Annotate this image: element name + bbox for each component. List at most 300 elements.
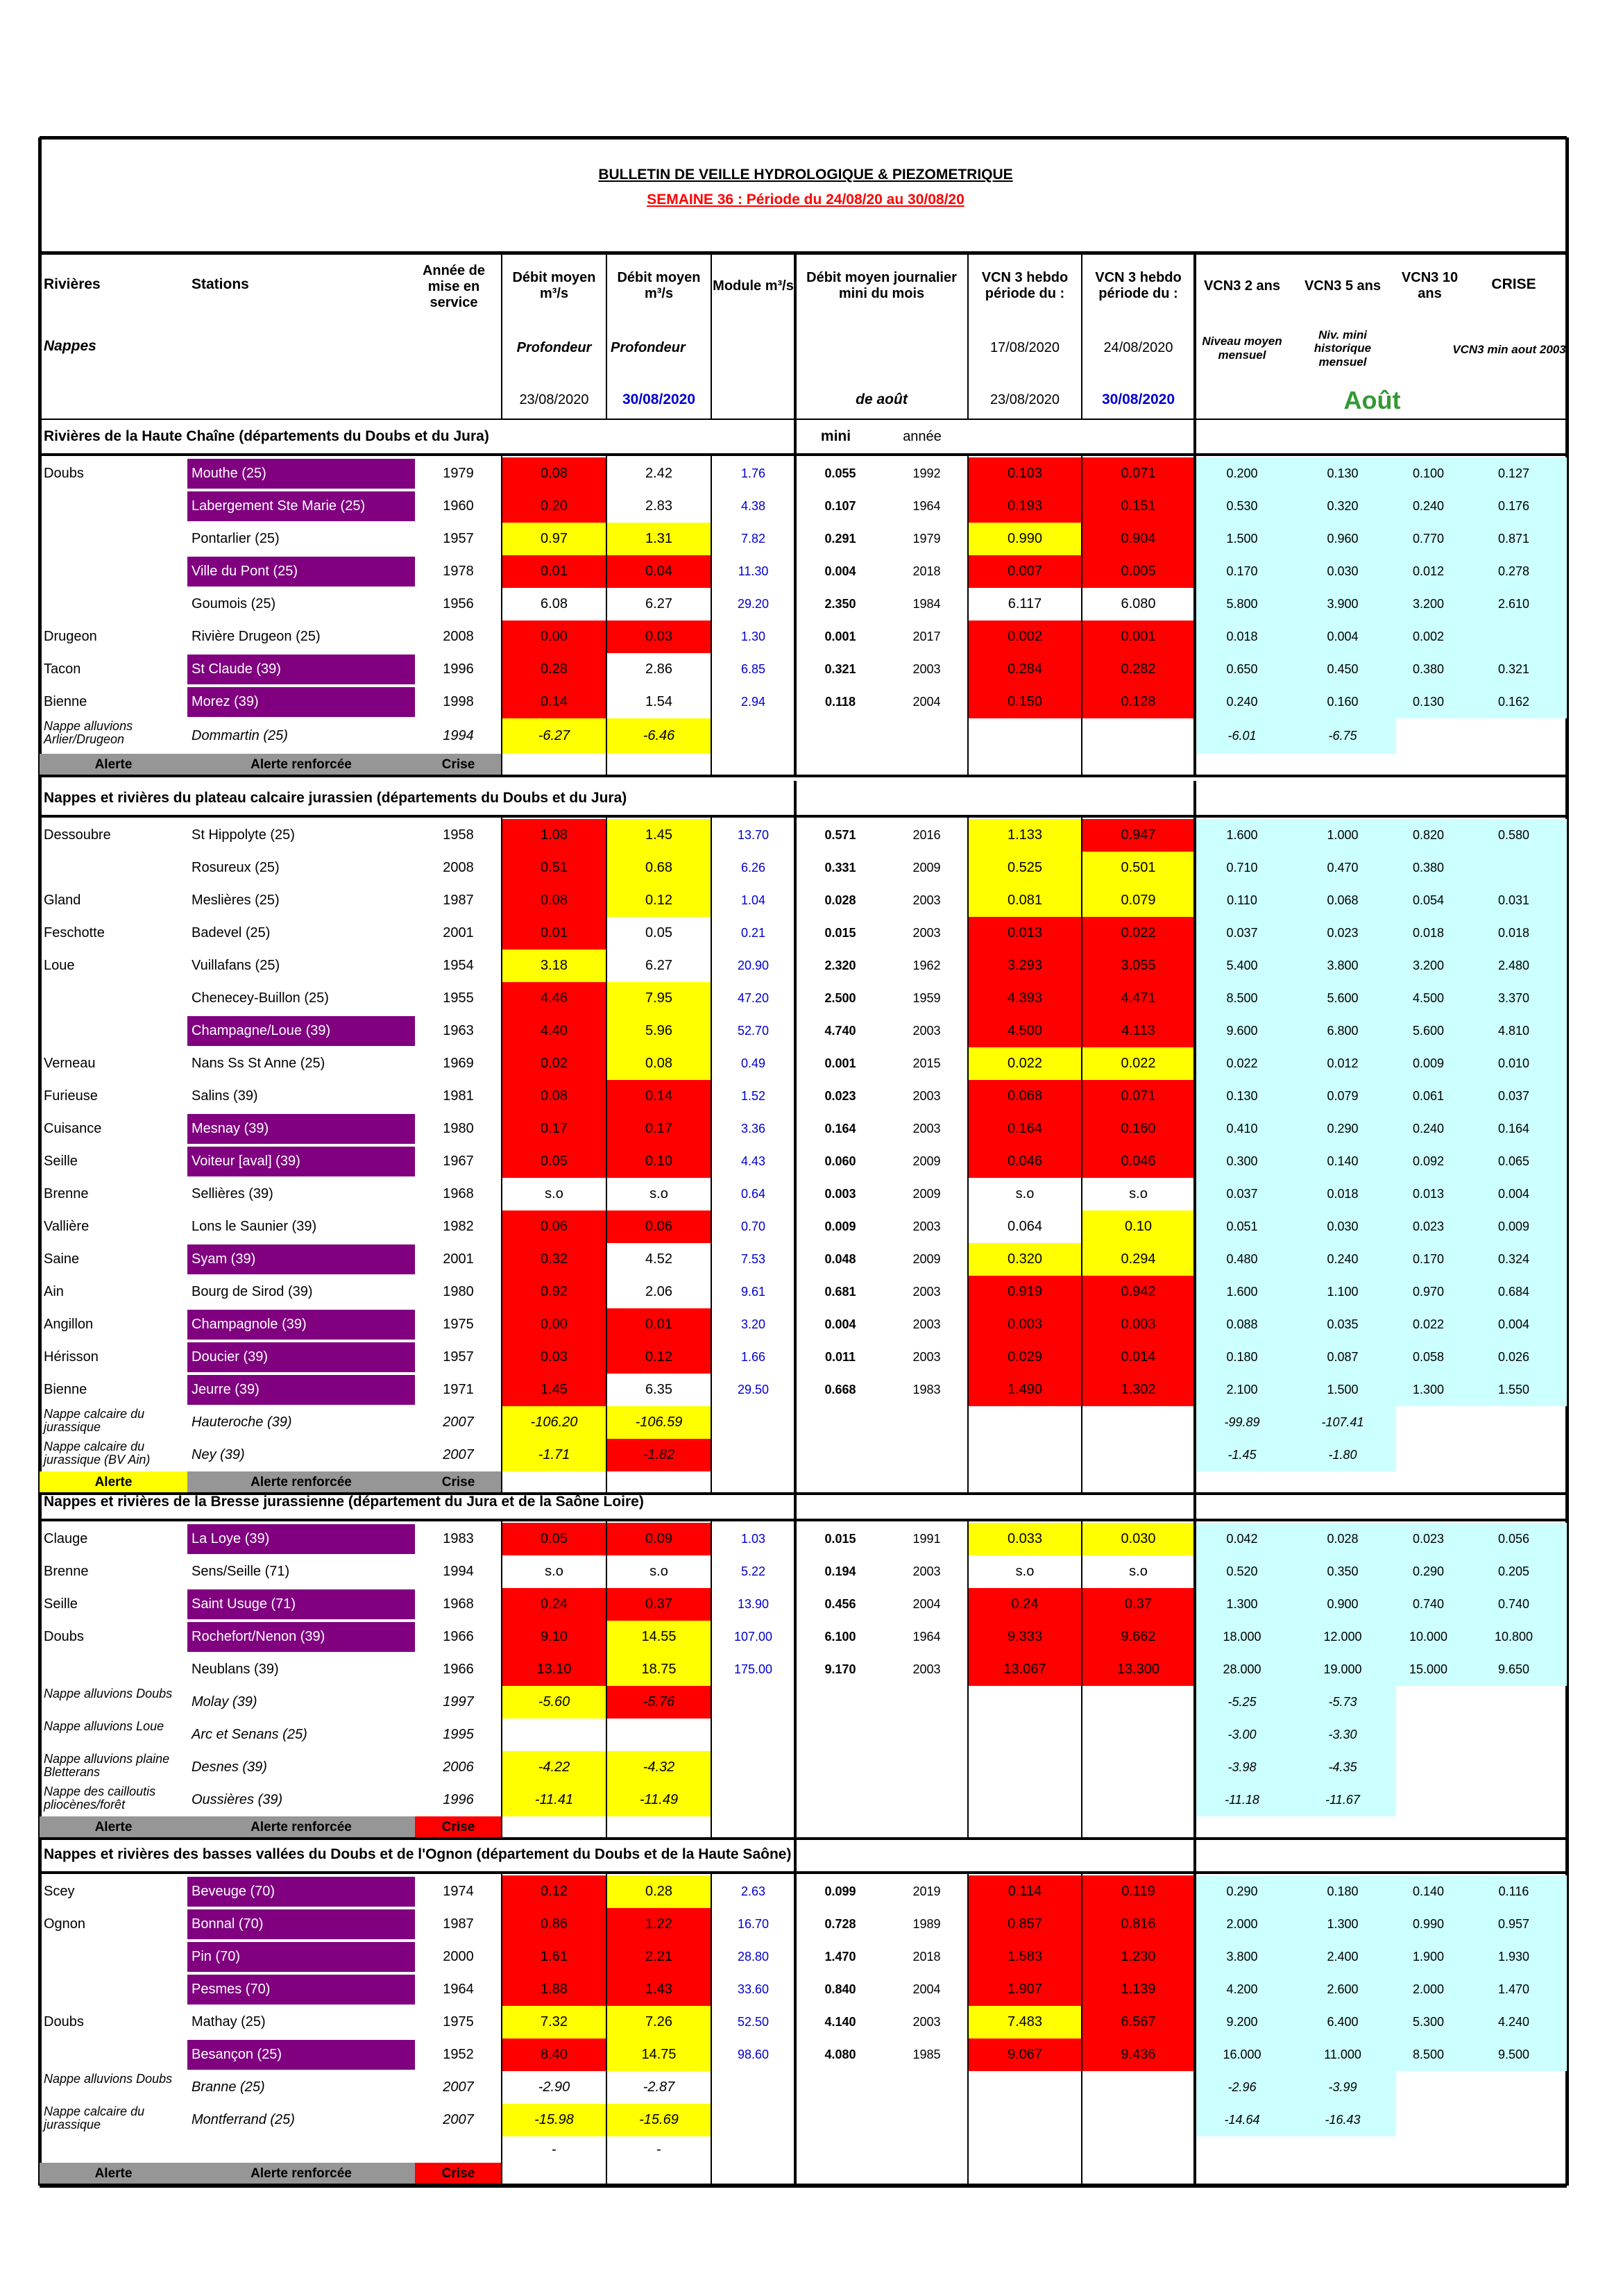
profondeur-23-08: -2.90 bbox=[538, 2079, 570, 2095]
mini-value: 0.055 bbox=[824, 466, 856, 481]
debit-23-08: 0.28 bbox=[502, 653, 606, 686]
module-value: 2.94 bbox=[740, 695, 766, 709]
debit-23-08: 1.88 bbox=[502, 1973, 606, 2006]
nappe-year: 2007 bbox=[443, 1447, 474, 1462]
grid-line bbox=[606, 253, 607, 419]
vcn3-hebdo-2: 0.022 bbox=[1082, 1047, 1195, 1080]
header-vcn3-10ans: VCN3 10 ans bbox=[1401, 270, 1459, 301]
debit-30-08: 4.52 bbox=[645, 1251, 672, 1267]
station-year: 1980 bbox=[443, 1121, 474, 1136]
crise-value: 9.650 bbox=[1461, 1653, 1567, 1686]
mini-value: 2.350 bbox=[824, 597, 856, 611]
grid-line bbox=[501, 816, 502, 1494]
debit-30-08: 14.75 bbox=[606, 2038, 711, 2071]
vcn3-hebdo-1: 0.919 bbox=[968, 1276, 1082, 1308]
niveau-mini-historique: -5.73 bbox=[1289, 1686, 1396, 1719]
niveau-mini-historique: -6.75 bbox=[1289, 718, 1396, 754]
vcn3-2ans: 0.130 bbox=[1195, 1080, 1289, 1113]
debit-30-08: 7.26 bbox=[606, 2006, 711, 2038]
station-name: Pin (70) bbox=[187, 1942, 415, 1972]
section-title: Nappes et rivières du plateau calcaire jurassien (départements du Doubs et du Jura) bbox=[44, 790, 627, 807]
station-year: 1966 bbox=[443, 1662, 474, 1677]
header-vcn-hebdo-2: VCN 3 hebdo période du : bbox=[1095, 270, 1182, 301]
vcn3-hebdo-2: 0.947 bbox=[1082, 819, 1195, 852]
vcn3-hebdo-2: 13.300 bbox=[1082, 1653, 1195, 1686]
vcn3-5ans: 19.000 bbox=[1289, 1653, 1396, 1686]
debit-23-08: 0.02 bbox=[502, 1047, 606, 1080]
river-name: Loue bbox=[44, 958, 75, 973]
nappe-station: Molay (39) bbox=[192, 1694, 257, 1710]
mini-value: 0.001 bbox=[824, 630, 856, 644]
debit-30-08: 1.22 bbox=[606, 1908, 711, 1941]
vcn3-hebdo-2: 0.294 bbox=[1082, 1243, 1195, 1276]
niveau-moyen-mensuel: -99.89 bbox=[1195, 1406, 1289, 1439]
nappe-station: Dommartin (25) bbox=[192, 728, 288, 743]
vcn3-10ans: 15.000 bbox=[1396, 1653, 1461, 1686]
debit-30-08: 0.12 bbox=[606, 884, 711, 917]
vcn3-hebdo-2: 0.501 bbox=[1082, 852, 1195, 884]
debit-30-08: 2.21 bbox=[606, 1941, 711, 1973]
station-name: Jeurre (39) bbox=[187, 1375, 415, 1405]
vcn3-2ans: 0.300 bbox=[1195, 1145, 1289, 1178]
mini-value: 0.118 bbox=[824, 695, 856, 709]
station-name: Lons le Saunier (39) bbox=[192, 1219, 317, 1234]
module-value: 4.43 bbox=[740, 1154, 766, 1169]
grid-line bbox=[40, 453, 1567, 456]
vcn3-hebdo-1: 9.067 bbox=[968, 2038, 1082, 2071]
mini-value: 6.100 bbox=[824, 1630, 856, 1644]
crise-value: 0.871 bbox=[1461, 523, 1567, 555]
river-name: Brenne bbox=[44, 1186, 89, 1201]
profondeur-30-08: -106.59 bbox=[606, 1406, 711, 1439]
river-name bbox=[40, 1653, 187, 1686]
debit-23-08: 0.08 bbox=[502, 457, 606, 490]
legend-alerte-renforcee: Alerte renforcée bbox=[187, 1816, 415, 1839]
crise-value: 0.324 bbox=[1461, 1243, 1567, 1276]
module-value: 3.36 bbox=[740, 1122, 766, 1136]
station-year: 1987 bbox=[443, 1916, 474, 1932]
niveau-moyen-mensuel: -3.00 bbox=[1195, 1719, 1289, 1751]
legend-alerte: Alerte bbox=[40, 754, 187, 776]
crise-value: 0.957 bbox=[1461, 1908, 1567, 1941]
module-value: 1.30 bbox=[740, 630, 766, 644]
vcn3-5ans: 0.068 bbox=[1289, 884, 1396, 917]
grid-line bbox=[501, 253, 502, 419]
header-vcn-start-1: 17/08/2020 bbox=[989, 340, 1060, 355]
debit-23-08: 0.01 bbox=[502, 555, 606, 588]
debit-30-08: 0.68 bbox=[606, 852, 711, 884]
nappe-station: Arc et Senans (25) bbox=[192, 1727, 307, 1742]
vcn3-5ans: 2.400 bbox=[1289, 1941, 1396, 1973]
station-name: Syam (39) bbox=[187, 1244, 415, 1274]
nappe-station: Hauteroche (39) bbox=[192, 1415, 292, 1430]
grid-line bbox=[40, 775, 1567, 777]
river-name: Scey bbox=[44, 1884, 75, 1899]
debit-30-08: 18.75 bbox=[606, 1653, 711, 1686]
module-value: 1.52 bbox=[740, 1089, 766, 1104]
mini-year: 1979 bbox=[912, 532, 941, 546]
grid-line bbox=[794, 419, 797, 776]
vcn3-10ans: 0.058 bbox=[1396, 1341, 1461, 1374]
mini-value: 0.028 bbox=[824, 893, 856, 908]
vcn3-hebdo-2: 0.079 bbox=[1082, 884, 1195, 917]
vcn3-5ans: 6.400 bbox=[1289, 2006, 1396, 2038]
vcn3-hebdo-1: 1.133 bbox=[968, 819, 1082, 852]
vcn3-10ans: 0.240 bbox=[1396, 1113, 1461, 1145]
vcn3-hebdo-1: 4.393 bbox=[968, 982, 1082, 1015]
debit-23-08: 1.61 bbox=[502, 1941, 606, 1973]
vcn3-10ans: 0.740 bbox=[1396, 1588, 1461, 1621]
grid-line bbox=[606, 1873, 607, 2185]
legend-alerte-renforcee: Alerte renforcée bbox=[187, 754, 415, 776]
station-name: Chenecey-Buillon (25) bbox=[192, 990, 329, 1006]
vcn3-10ans: 1.900 bbox=[1396, 1941, 1461, 1973]
module-value: 29.50 bbox=[737, 1383, 770, 1397]
section-title: Nappes et rivières de la Bresse jurassienne (département du Jura et de la Saône Loire) bbox=[44, 1494, 644, 1510]
crise-value: 0.037 bbox=[1461, 1080, 1567, 1113]
vcn3-2ans: 0.520 bbox=[1195, 1555, 1289, 1588]
river-name: Doubs bbox=[44, 1629, 84, 1644]
station-name: Besançon (25) bbox=[187, 2040, 415, 2070]
legend-alerte: Alerte bbox=[40, 1471, 187, 1494]
debit-30-08: 0.03 bbox=[606, 621, 711, 653]
vcn3-5ans: 0.023 bbox=[1289, 917, 1396, 949]
legend-crise: Crise bbox=[415, 1471, 502, 1494]
niveau-moyen-mensuel: -3.98 bbox=[1195, 1751, 1289, 1784]
crise-value: 10.800 bbox=[1461, 1621, 1567, 1653]
vcn3-hebdo-2: s.o bbox=[1129, 1564, 1148, 1579]
profondeur-30-08: -2.87 bbox=[643, 2079, 675, 2095]
debit-23-08: 7.32 bbox=[502, 2006, 606, 2038]
crise-value: 0.018 bbox=[1461, 917, 1567, 949]
vcn3-5ans: 12.000 bbox=[1289, 1621, 1396, 1653]
mini-year: 2003 bbox=[912, 1219, 941, 1234]
nappe-station: Montferrand (25) bbox=[192, 2112, 295, 2127]
mini-year: 2003 bbox=[912, 926, 941, 940]
header-vcn3-min: VCN3 min aout 2003 bbox=[1452, 343, 1566, 357]
vcn3-hebdo-2: 0.071 bbox=[1082, 1080, 1195, 1113]
vcn3-10ans: 3.200 bbox=[1396, 949, 1461, 982]
vcn3-hebdo-1: 3.293 bbox=[968, 949, 1082, 982]
legend-alerte-renforcee: Alerte renforcée bbox=[187, 2163, 415, 2185]
vcn3-10ans: 5.300 bbox=[1396, 2006, 1461, 2038]
station-year: 1966 bbox=[443, 1629, 474, 1644]
mini-value: 0.099 bbox=[824, 1884, 856, 1899]
module-value: 9.61 bbox=[740, 1285, 766, 1299]
station-year: 1967 bbox=[443, 1154, 474, 1169]
mini-year: 2016 bbox=[912, 828, 941, 843]
river-name: Ain bbox=[44, 1284, 64, 1299]
mini-year: 2009 bbox=[912, 1252, 941, 1267]
vcn3-hebdo-2: 3.055 bbox=[1082, 949, 1195, 982]
station-name: Bourg de Sirod (39) bbox=[192, 1284, 313, 1299]
header-module: Module m³/s bbox=[713, 278, 794, 294]
module-value: 2.63 bbox=[740, 1884, 766, 1899]
grid-line bbox=[1081, 1520, 1082, 1839]
grid-line bbox=[711, 455, 712, 776]
vcn3-2ans: 28.000 bbox=[1195, 1653, 1289, 1686]
header-aout: Août bbox=[1343, 385, 1401, 414]
vcn3-hebdo-2: 0.10 bbox=[1082, 1210, 1195, 1243]
river-name bbox=[40, 1015, 187, 1047]
river-name: Furieuse bbox=[44, 1088, 98, 1104]
vcn3-hebdo-2: 0.119 bbox=[1082, 1875, 1195, 1908]
mini-year: 2003 bbox=[912, 1089, 941, 1104]
vcn3-5ans: 3.800 bbox=[1289, 949, 1396, 982]
station-name: Rochefort/Nenon (39) bbox=[187, 1622, 415, 1652]
vcn3-5ans: 0.004 bbox=[1289, 621, 1396, 653]
vcn3-10ans: 0.140 bbox=[1396, 1875, 1461, 1908]
debit-30-08: 0.37 bbox=[606, 1588, 711, 1621]
debit-23-08: 0.17 bbox=[502, 1113, 606, 1145]
module-value: 6.85 bbox=[740, 662, 766, 677]
station-name: Champagne/Loue (39) bbox=[187, 1016, 415, 1046]
river-name: Bienne bbox=[44, 694, 87, 709]
station-name: Ville du Pont (25) bbox=[187, 557, 415, 586]
nappe-station: Oussières (39) bbox=[192, 1792, 283, 1807]
debit-23-08: 0.97 bbox=[502, 523, 606, 555]
grid-line bbox=[40, 1519, 1567, 1521]
crise-value: 3.370 bbox=[1461, 982, 1567, 1015]
bulletin-period: SEMAINE 36 : Période du 24/08/20 au 30/08/20 bbox=[647, 191, 965, 208]
vcn3-5ans: 2.600 bbox=[1289, 1973, 1396, 2006]
debit-23-08: 13.10 bbox=[502, 1653, 606, 1686]
station-year: 1969 bbox=[443, 1056, 474, 1071]
vcn3-hebdo-2: 4.471 bbox=[1082, 982, 1195, 1015]
vcn3-hebdo-1: 0.857 bbox=[968, 1908, 1082, 1941]
legend-crise: Crise bbox=[415, 2163, 502, 2185]
debit-30-08: 1.54 bbox=[645, 694, 672, 709]
niveau-mini-historique: -3.30 bbox=[1289, 1719, 1396, 1751]
crise-value: 0.031 bbox=[1461, 884, 1567, 917]
station-year: 1996 bbox=[443, 661, 474, 677]
grid-line bbox=[967, 1873, 969, 2185]
mini-value: 0.015 bbox=[824, 926, 856, 940]
vcn3-hebdo-1: 0.24 bbox=[968, 1588, 1082, 1621]
grid-line bbox=[794, 781, 797, 1494]
station-year: 2008 bbox=[443, 860, 474, 875]
station-year: 1955 bbox=[443, 990, 474, 1006]
vcn3-10ans: 0.170 bbox=[1396, 1243, 1461, 1276]
profondeur-30-08: -1.82 bbox=[606, 1439, 711, 1471]
station-year: 1987 bbox=[443, 893, 474, 908]
station-year: 2008 bbox=[443, 629, 474, 644]
mini-value: 0.681 bbox=[824, 1285, 856, 1299]
station-name: Neublans (39) bbox=[192, 1662, 279, 1677]
niveau-mini-historique: -107.41 bbox=[1289, 1406, 1396, 1439]
vcn3-hebdo-2: 6.567 bbox=[1082, 2006, 1195, 2038]
nappe-name: Nappe calcaire du jurassique bbox=[44, 1407, 145, 1434]
debit-23-08: 0.92 bbox=[502, 1276, 606, 1308]
river-name bbox=[40, 1941, 187, 1973]
vcn3-10ans: 0.990 bbox=[1396, 1908, 1461, 1941]
mini-value: 0.004 bbox=[824, 564, 856, 579]
niveau-moyen-mensuel: -11.18 bbox=[1195, 1784, 1289, 1816]
header-niv-mini: Niv. mini historique mensuel bbox=[1314, 328, 1372, 369]
river-name: Hérisson bbox=[44, 1349, 99, 1365]
profondeur-30-08: -15.69 bbox=[606, 2104, 711, 2136]
module-value: 4.38 bbox=[740, 499, 766, 514]
debit-23-08: 0.00 bbox=[502, 621, 606, 653]
vcn3-2ans: 0.018 bbox=[1195, 621, 1289, 653]
vcn3-hebdo-2: 0.014 bbox=[1082, 1341, 1195, 1374]
debit-30-08: 0.05 bbox=[645, 925, 672, 940]
vcn3-hebdo-2: 0.071 bbox=[1082, 457, 1195, 490]
station-name: Vuillafans (25) bbox=[192, 958, 280, 973]
vcn3-2ans: 18.000 bbox=[1195, 1621, 1289, 1653]
debit-23-08: 0.24 bbox=[502, 1588, 606, 1621]
debit-30-08: 0.10 bbox=[606, 1145, 711, 1178]
debit-23-08: 0.32 bbox=[502, 1243, 606, 1276]
header-vcn-start-2: 24/08/2020 bbox=[1103, 340, 1173, 355]
station-year: 1968 bbox=[443, 1186, 474, 1201]
vcn3-5ans: 0.180 bbox=[1289, 1875, 1396, 1908]
vcn3-2ans: 0.051 bbox=[1195, 1210, 1289, 1243]
vcn3-2ans: 0.110 bbox=[1195, 884, 1289, 917]
mini-year: 2003 bbox=[912, 662, 941, 677]
debit-30-08: 0.09 bbox=[606, 1523, 711, 1555]
profondeur-30-08: -4.32 bbox=[606, 1751, 711, 1784]
nappe-name: Nappe des cailloutis pliocènes/forêt bbox=[44, 1784, 156, 1812]
grid-line bbox=[606, 816, 607, 1494]
crise-value: 0.065 bbox=[1461, 1145, 1567, 1178]
crise-value: 0.176 bbox=[1461, 490, 1567, 523]
crise-value: 2.480 bbox=[1461, 949, 1567, 982]
vcn3-5ans: 3.900 bbox=[1289, 588, 1396, 621]
mini-value: 0.004 bbox=[824, 1317, 856, 1332]
grid-line bbox=[1193, 781, 1196, 1494]
vcn3-10ans: 5.600 bbox=[1396, 1015, 1461, 1047]
station-name: La Loye (39) bbox=[187, 1524, 415, 1554]
nappe-year: 1995 bbox=[443, 1727, 474, 1742]
profondeur-23-08: -1.71 bbox=[502, 1439, 606, 1471]
vcn3-2ans: 0.042 bbox=[1195, 1523, 1289, 1555]
grid-line bbox=[1193, 1837, 1196, 2185]
station-name: Nans Ss St Anne (25) bbox=[192, 1056, 325, 1071]
header-profondeur-1: Profondeur bbox=[516, 340, 592, 355]
grid-line bbox=[40, 1871, 1567, 1874]
debit-23-08: 0.51 bbox=[502, 852, 606, 884]
vcn3-2ans: 0.180 bbox=[1195, 1341, 1289, 1374]
vcn3-10ans: 0.002 bbox=[1396, 621, 1461, 653]
debit-23-08: 0.86 bbox=[502, 1908, 606, 1941]
mini-year: 1962 bbox=[912, 959, 941, 973]
river-name bbox=[40, 523, 187, 555]
vcn3-10ans: 0.380 bbox=[1396, 653, 1461, 686]
vcn3-2ans: 3.800 bbox=[1195, 1941, 1289, 1973]
mini-value: 9.170 bbox=[824, 1662, 856, 1677]
mini-value: 0.060 bbox=[824, 1154, 856, 1169]
station-year: 1983 bbox=[443, 1531, 474, 1546]
debit-30-08: 6.27 bbox=[645, 958, 672, 973]
crise-value: 0.056 bbox=[1461, 1523, 1567, 1555]
mini-year: 2004 bbox=[912, 1982, 941, 1997]
river-name: Drugeon bbox=[44, 629, 97, 644]
niveau-moyen-mensuel: -1.45 bbox=[1195, 1439, 1289, 1471]
vcn3-hebdo-1: 0.033 bbox=[968, 1523, 1082, 1555]
vcn3-5ans: 0.030 bbox=[1289, 1210, 1396, 1243]
module-value: 52.70 bbox=[737, 1024, 770, 1038]
grid-line bbox=[606, 1520, 607, 1839]
vcn3-10ans: 0.023 bbox=[1396, 1523, 1461, 1555]
grid-line bbox=[40, 136, 1567, 140]
header-date-2: 30/08/2020 bbox=[622, 391, 696, 407]
river-name bbox=[40, 852, 187, 884]
vcn3-hebdo-2: 0.160 bbox=[1082, 1113, 1195, 1145]
mini-year: 2009 bbox=[912, 861, 941, 875]
grid-line bbox=[1193, 253, 1196, 419]
river-name: Saine bbox=[44, 1251, 80, 1267]
river-name: Seille bbox=[44, 1154, 78, 1169]
module-value: 47.20 bbox=[737, 991, 770, 1006]
debit-30-08: 7.95 bbox=[606, 982, 711, 1015]
mini-value: 0.456 bbox=[824, 1597, 856, 1612]
debit-23-08: 0.00 bbox=[502, 1308, 606, 1341]
header-date-1: 23/08/2020 bbox=[519, 391, 589, 407]
debit-30-08: 6.27 bbox=[645, 596, 672, 611]
vcn3-hebdo-1: 0.064 bbox=[1007, 1219, 1043, 1234]
station-year: 1952 bbox=[443, 2047, 474, 2062]
mini-value: 2.320 bbox=[824, 959, 856, 973]
grid-line bbox=[501, 1873, 502, 2185]
debit-30-08: 5.96 bbox=[606, 1015, 711, 1047]
header-vcn-end-2: 30/08/2020 bbox=[1101, 391, 1175, 407]
crise-value: 0.004 bbox=[1461, 1178, 1567, 1210]
vcn3-2ans: 0.240 bbox=[1195, 686, 1289, 718]
river-name bbox=[40, 2038, 187, 2071]
vcn3-hebdo-1: 0.007 bbox=[968, 555, 1082, 588]
grid-line bbox=[794, 253, 797, 419]
station-year: 1974 bbox=[443, 1884, 474, 1899]
mini-year: 2009 bbox=[912, 1187, 941, 1201]
vcn3-2ans: 0.650 bbox=[1195, 653, 1289, 686]
module-value: 0.64 bbox=[740, 1187, 766, 1201]
debit-30-08: 2.86 bbox=[645, 661, 672, 677]
vcn3-hebdo-2: 0.005 bbox=[1082, 555, 1195, 588]
grid-line bbox=[40, 2184, 1567, 2186]
vcn3-hebdo-1: 0.114 bbox=[968, 1875, 1082, 1908]
grid-line bbox=[1081, 455, 1082, 776]
header-vcn-end-1: 23/08/2020 bbox=[989, 391, 1060, 407]
station-year: 1994 bbox=[443, 1564, 474, 1579]
debit-23-08: 0.12 bbox=[502, 1875, 606, 1908]
debit-30-08: 0.08 bbox=[606, 1047, 711, 1080]
vcn3-10ans: 0.022 bbox=[1396, 1308, 1461, 1341]
mini-year: 1985 bbox=[912, 2048, 941, 2062]
section-title: Rivières de la Haute Chaîne (départements du Doubs et du Jura) bbox=[44, 428, 489, 445]
grid-line bbox=[967, 455, 969, 776]
module-value: 7.82 bbox=[740, 532, 766, 546]
crise-value: 1.470 bbox=[1461, 1973, 1567, 2006]
grid-line bbox=[501, 1520, 502, 1839]
station-name: Saint Usuge (71) bbox=[187, 1589, 415, 1619]
header-vcn-hebdo-1: VCN 3 hebdo période du : bbox=[981, 270, 1069, 301]
vcn3-hebdo-1: 13.067 bbox=[968, 1653, 1082, 1686]
vcn3-5ans: 0.012 bbox=[1289, 1047, 1396, 1080]
river-name: Verneau bbox=[44, 1056, 96, 1071]
debit-30-08: 1.43 bbox=[606, 1973, 711, 2006]
debit-23-08: 4.40 bbox=[502, 1015, 606, 1047]
river-name bbox=[40, 588, 187, 621]
grid-line bbox=[794, 1837, 797, 2185]
vcn3-10ans: 4.500 bbox=[1396, 982, 1461, 1015]
vcn3-5ans: 0.018 bbox=[1289, 1178, 1396, 1210]
bulletin-title: BULLETIN DE VEILLE HYDROLOGIQUE & PIEZOMETRIQUE bbox=[598, 166, 1013, 183]
debit-23-08: 8.40 bbox=[502, 2038, 606, 2071]
vcn3-10ans: 0.018 bbox=[1396, 917, 1461, 949]
profondeur-23-08: -5.60 bbox=[502, 1686, 606, 1719]
module-value: 3.20 bbox=[740, 1317, 766, 1332]
